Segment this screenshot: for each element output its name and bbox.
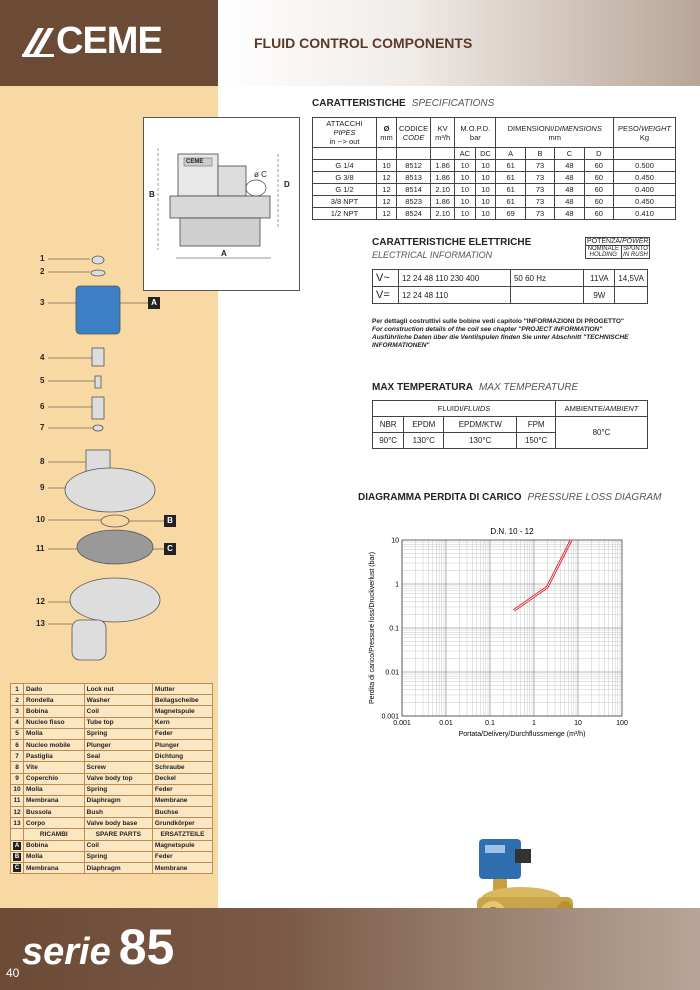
- parts-row: 8 Vite Screw Schraube: [11, 762, 213, 773]
- spec-table: ATTACCHI PIPES in --> out Ø mm CODICE CODE KV m³/h M.O.P.D. bar DIMENSIONI/DIMENSIONS mm PESO/WEIGHT Kg AC DC A B C D G 1/4 10 8512 1.86 10 10 61 73 48 60 0.500 G 3/8 12 8513 1.86 10 10 61 73 48 60 0.450 G 1/2 12 8514 2.10 10 10 61 73 48 60 0.400 3/8 NPT 12 8523 1.86 10 10 61 73 48 60 0.450 1/2 NPT 12 8524 2.10 10 10 69 73 48 60 0.410: [312, 117, 676, 220]
- dim-b-label: B: [149, 190, 155, 199]
- parts-row: 3 Bobina Coil Magnetspule: [11, 706, 213, 717]
- pressure-loss-chart: [360, 520, 660, 750]
- callout-2: 2: [40, 267, 45, 276]
- series-line: [514, 540, 571, 610]
- diagram-title: DIAGRAMMA PERDITA DI CARICO PRESSURE LOSS DIAGRAM: [358, 492, 662, 503]
- parts-row: 6 Nucleo mobile Plunger Plunger: [11, 739, 213, 750]
- elec-subtitle: ELECTRICAL INFORMATION: [372, 250, 493, 260]
- spec-row: G 3/8 12 8513 1.86 10 10 61 73 48 60 0.450: [313, 172, 676, 184]
- x-tick-label: 1: [532, 720, 536, 727]
- spec-row: G 1/4 10 8512 1.86 10 10 61 73 48 60 0.500: [313, 160, 676, 172]
- callout-13: 13: [36, 619, 45, 628]
- parts-row: B Molla Spring Feder: [11, 851, 213, 862]
- x-tick-label: 0.01: [439, 720, 453, 727]
- parts-row: 12 Bussola Bush Buchse: [11, 807, 213, 818]
- dim-c-label: ø C: [254, 170, 267, 179]
- y-tick-label: 0.1: [389, 625, 399, 633]
- x-tick-label: 0.001: [393, 720, 411, 727]
- parts-row: 10 Molla Spring Feder: [11, 784, 213, 795]
- spec-row: 1/2 NPT 12 8524 2.10 10 10 69 73 48 60 0.410: [313, 208, 676, 220]
- electrical-table: V~ 12 24 48 110 230 400 50 60 Hz 11VA 14,5VA V= 12 24 48 110 9W: [372, 269, 648, 304]
- temperature-table: FLUIDI/FLUIDS AMBIENTE/AMBIENT NBR EPDM EPDM/KTW FPM 80°C 90°C 130°C 130°C 150°C: [372, 400, 648, 449]
- header-brand-panel: [0, 0, 218, 86]
- callout-10: 10: [36, 515, 45, 524]
- drawing-brand-label: CEME: [186, 159, 204, 165]
- parts-row: A Bobina Coil Magnetspule: [11, 840, 213, 851]
- parts-row: 11 Membrana Diaphragm Membrane: [11, 795, 213, 806]
- page-title: FLUID CONTROL COMPONENTS: [254, 35, 473, 51]
- y-tick-label: 0.01: [385, 669, 399, 677]
- brand-name: CEME: [56, 20, 162, 62]
- parts-row: 13 Corpo Valve body base Grundkörper: [11, 818, 213, 829]
- spec-title: CARATTERISTICHE SPECIFICATIONS: [312, 98, 495, 109]
- callout-6: 6: [40, 402, 45, 411]
- dim-a-label: A: [221, 249, 227, 258]
- x-tick-label: 0.1: [485, 720, 495, 727]
- parts-row: 7 Pastiglia Seal Dichtung: [11, 751, 213, 762]
- y-axis-label: Perdita di carico/Pressure loss/Druckverlust (bar): [369, 551, 376, 705]
- spec-row: 3/8 NPT 12 8523 1.86 10 10 61 73 48 60 0.450: [313, 196, 676, 208]
- parts-row: 4 Nucleo fisso Tube top Kern: [11, 717, 213, 728]
- temp-title: MAX TEMPERATURA MAX TEMPERATURE: [372, 382, 579, 393]
- x-tick-label: 100: [616, 720, 628, 727]
- tag-c: C: [164, 543, 176, 555]
- callout-7: 7: [40, 423, 45, 432]
- parts-list-table: [10, 683, 213, 874]
- elec-title: CARATTERISTICHE ELETTRICHE: [372, 237, 532, 248]
- y-tick-label: 1: [395, 581, 399, 589]
- coil-note: Per dettagli costruttivi sulle bobine vedi capitolo "INFORMAZIONI DI PROGETTO" For construction details of the coil see chapter "PROJECT INFORMATION" Ausführliche Daten über die Ventilspulen finden Sie unter Abschnitt "TECHNISCHE INFORMATIONEN": [372, 318, 629, 349]
- spec-row: G 1/2 12 8514 2.10 10 10 61 73 48 60 0.400: [313, 184, 676, 196]
- dim-d-label: D: [284, 180, 290, 189]
- spare-parts-header: RICAMBI SPARE PARTS ERSATZTEILE: [11, 829, 213, 840]
- callout-4: 4: [40, 353, 45, 362]
- chart-title: D.N. 10 - 12: [490, 527, 534, 536]
- y-tick-label: 0.001: [381, 713, 399, 721]
- x-tick-label: 10: [574, 720, 582, 727]
- parts-row: 1 Dado Lock nut Mutter: [11, 684, 213, 695]
- x-axis-label: Portata/Delivery/Durchflussmenge (m³/h): [458, 731, 586, 738]
- page-number: 40: [6, 966, 20, 980]
- parts-row: 9 Coperchio Valve body top Deckel: [11, 773, 213, 784]
- tag-b: B: [164, 515, 176, 527]
- series-title: serie 85: [22, 919, 175, 975]
- series-line-highlight: [514, 540, 571, 610]
- power-header: POTENZA/POWER NOMINALE HOLDING SPUNTO IN RUSH: [587, 238, 649, 258]
- parts-row: C Membrana Diaphragm Membrane: [11, 863, 213, 874]
- y-tick-label: 10: [391, 537, 399, 545]
- callout-5: 5: [40, 376, 45, 385]
- tag-a: A: [148, 297, 160, 309]
- exploded-view: [0, 240, 218, 680]
- callout-3: 3: [40, 298, 45, 307]
- callout-1: 1: [40, 254, 45, 263]
- callout-8: 8: [40, 457, 45, 466]
- parts-row: 5 Molla Spring Feder: [11, 728, 213, 739]
- parts-row: 2 Rondella Washer Beilagscheibe: [11, 695, 213, 706]
- callout-11: 11: [36, 544, 45, 553]
- callout-12: 12: [36, 597, 45, 606]
- callout-9: 9: [40, 483, 45, 492]
